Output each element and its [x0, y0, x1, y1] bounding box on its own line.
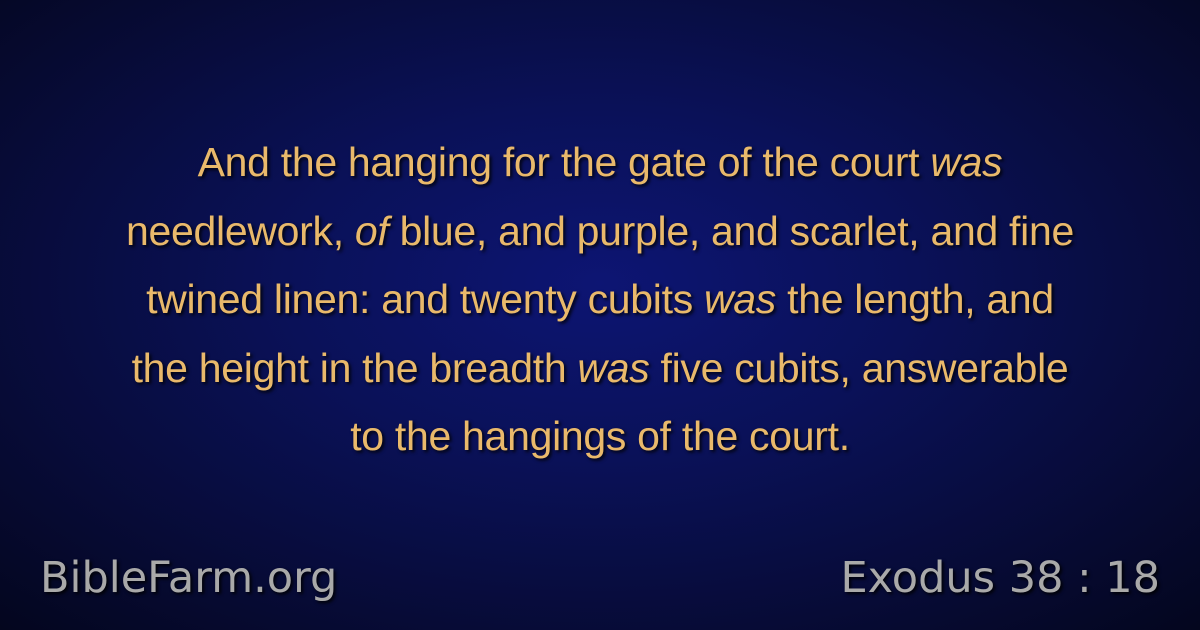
verse-line: twined linen: and twenty cubits was the length, and	[146, 276, 1054, 322]
site-name: BibleFarm.org	[40, 553, 338, 603]
verse-text	[40, 128, 1160, 471]
verse-reference: Exodus 38 : 18	[840, 553, 1160, 603]
verse-line: needlework, of blue, and purple, and scarlet, and fine	[126, 207, 1074, 254]
verse-line: to the hangings of the court.	[350, 413, 850, 459]
verse-line: And the hanging for the gate of the court was	[197, 139, 1003, 185]
verse-line: the height in the breadth was five cubits, answerable	[131, 344, 1069, 391]
